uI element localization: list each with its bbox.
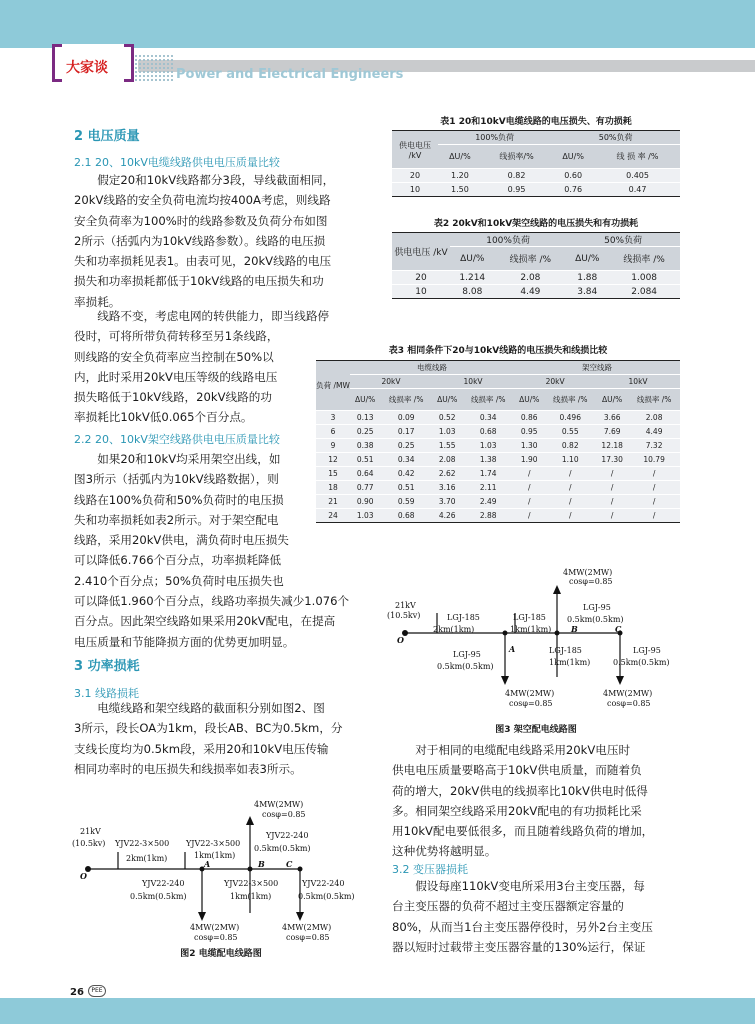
table3-cell: 0.55: [544, 425, 596, 439]
text-line: 率损耗比10kV低0.065个百分点。: [74, 410, 253, 425]
table3-header-10kv: 10kV: [432, 375, 514, 389]
fig2-seg1-len: 2km(1km): [126, 854, 168, 863]
table3-cell: 0.59: [380, 495, 432, 509]
table3-cell: 6: [316, 425, 350, 439]
text-line: 损失略低于10kV线路，20kV线路的功: [74, 390, 272, 405]
text-line: 线路在100%负荷和50%负荷时的电压损: [74, 492, 284, 507]
fig3-seg1-type: LGJ-185: [447, 613, 480, 622]
table3-header-loss: 线损率 /%: [544, 389, 596, 411]
text-line: 假定20和10kV线路都分3段，导线截面相同，: [97, 173, 335, 187]
fig3-pf-top: cosφ=0.85: [569, 577, 613, 586]
fig2-load-c: 4MW(2MW): [282, 923, 332, 932]
fig2-branch-b-type: YJV22-3×500: [224, 879, 279, 888]
table3-cell: 1.38: [462, 453, 514, 467]
table3-cell: 4.49: [628, 425, 680, 439]
table3-cell: /: [628, 509, 680, 523]
table3-cell: 0.496: [544, 411, 596, 425]
table3-cell: 4.26: [432, 509, 462, 523]
table1-cell: 20: [392, 169, 438, 183]
text-line: 电压质量和节能降损方面的优势更加明显。: [74, 634, 295, 649]
text-line: 用10kV配电要低很多，而且随着线路负荷的增加，: [392, 824, 654, 839]
table3-cell: /: [628, 495, 680, 509]
text-line: 线路不变，考虑电网的转供能力，即当线路停: [97, 309, 330, 323]
table3-cell: 7.69: [596, 425, 628, 439]
journal-logo: PEE: [88, 985, 106, 997]
subsection-heading-3-2: 3.2 变压器损耗: [392, 863, 468, 876]
fig2-node-o: O: [80, 871, 87, 881]
table3-cell: 2.49: [462, 495, 514, 509]
fig3-branch-b-top-len: 0.5km(0.5km): [567, 615, 624, 624]
text-line: 率损耗。: [74, 294, 121, 309]
table3-header-load: 负荷 /MW: [316, 361, 350, 411]
table3-cell: 0.25: [380, 439, 432, 453]
bracket-left: [52, 44, 62, 82]
table1-header-du: ΔU/%: [438, 145, 482, 169]
top-color-band: [0, 0, 755, 48]
fig2-branch-b-len: 1km(1km): [230, 892, 272, 901]
table3-cell: 0.52: [432, 411, 462, 425]
figure3-diagram: [385, 565, 685, 715]
figure3-caption: 图3 架空配电线路图: [495, 725, 577, 735]
table3-cell: 1.03: [462, 439, 514, 453]
table3-cell: 0.77: [350, 481, 380, 495]
table3-cell: 0.25: [350, 425, 380, 439]
table3-cell: /: [596, 467, 628, 481]
table3-cell: 12.18: [596, 439, 628, 453]
table3-cell: 1.03: [432, 425, 462, 439]
table3-cell: 0.34: [462, 411, 514, 425]
table3-cell: 1.90: [514, 453, 544, 467]
text-line: 支线长度均为0.5km段，采用20和10kV电压传输: [74, 741, 329, 756]
fig3-seg2-type: LGJ-185: [513, 613, 546, 622]
table2-cell: 3.84: [566, 285, 608, 299]
fig3-branch-b-type: LGJ-185: [549, 646, 582, 655]
table1-caption: 表1 20和10kV电缆线路的电压损失、有功损耗: [440, 117, 632, 127]
fig3-branch-c-type: LGJ-95: [633, 646, 661, 655]
fig3-node-o: O: [397, 635, 404, 645]
table2-header-voltage: 供电电压 /kV: [392, 233, 450, 271]
text-line: 荷的增大，20kV供电的线损率比10kV供电时低得: [392, 783, 648, 798]
table1-header-voltage: 供电电压 /kV: [392, 131, 438, 169]
table3-header-20kv: 20kV: [514, 375, 596, 389]
table3-cell: 3: [316, 411, 350, 425]
table3-cell: 3.16: [432, 481, 462, 495]
table3-cell: 2.88: [462, 509, 514, 523]
header-dot-pattern: [134, 54, 174, 82]
text-line: 台主变压器的负荷不超过主变压器额定容量的: [392, 899, 624, 914]
fig3-branch-b-len: 1km(1km): [549, 658, 591, 667]
table3-cell: /: [544, 509, 596, 523]
table3-cell: 12: [316, 453, 350, 467]
paragraph-3-1: [74, 698, 368, 779]
table2-cell: 1.214: [450, 271, 495, 285]
table3-cell: 1.10: [544, 453, 596, 467]
table2-cell: 10: [392, 285, 450, 299]
text-line: 失和功率损耗如表2所示。对于架空配电: [74, 512, 279, 527]
table2-cell: 4.49: [495, 285, 567, 299]
table3-cell: 1.55: [432, 439, 462, 453]
fig2-node-c: C: [286, 859, 293, 869]
page-number: 26: [70, 987, 84, 998]
text-line: 损失和功率损耗都低于10kV线路的电压损失和功: [74, 274, 324, 289]
fig2-seg1-type: YJV22-3×500: [115, 839, 170, 848]
subsection-heading-2-2: 2.2 20、10kV架空线路供电电压质量比较: [74, 433, 280, 446]
subsection-heading-3-1: 3.1 线路损耗: [74, 687, 139, 700]
fig2-branch-c-len: 0.5km(0.5km): [298, 892, 355, 901]
fig3-branch-c-len: 0.5km(0.5km): [613, 658, 670, 667]
paragraph-2-1: [74, 170, 368, 312]
table3-cell: 21: [316, 495, 350, 509]
fig2-load-top: 4MW(2MW): [254, 800, 304, 809]
table3-cell: /: [544, 481, 596, 495]
text-line: 如果20和10kV均采用架空出线，如: [97, 452, 281, 466]
table3-header-10kv: 10kV: [596, 375, 680, 389]
table3-cell: 10.79: [628, 453, 680, 467]
table3-cell: /: [628, 481, 680, 495]
text-line: 失和功率损耗见表1。由表可见，20kV线路的电压: [74, 254, 332, 269]
table3-caption: 表3 相同条件下20与10kV线路的电压损失和线损比较: [388, 346, 608, 356]
text-line: 内，此时采用20kV电压等级的线路电压: [74, 369, 278, 384]
table3-cell: 0.51: [350, 453, 380, 467]
table3-header-20kv: 20kV: [350, 375, 432, 389]
table3-cell: 2.08: [628, 411, 680, 425]
fig3-node-c: C: [615, 624, 622, 634]
table3: [316, 360, 680, 523]
table3-cell: 2.08: [432, 453, 462, 467]
text-line: 役时，可将所带负荷转移至另1条线路，: [74, 329, 279, 344]
table3-cell: /: [628, 467, 680, 481]
fig3-load-top: 4MW(2MW): [563, 568, 613, 577]
table2-cell: 1.008: [608, 271, 680, 285]
text-line: 百分点。因此架空线路如果采用20kV配电，在提高: [74, 614, 336, 629]
table2-header-du: ΔU/%: [450, 247, 495, 271]
table3-cell: /: [596, 495, 628, 509]
fig2-pf-a: cosφ=0.85: [194, 933, 238, 942]
table1-cell: 1.20: [438, 169, 482, 183]
table1-cell: 0.95: [482, 183, 551, 197]
subsection-heading-2-1: 2.1 20、10kV电缆线路供电电压质量比较: [74, 156, 280, 169]
table3-cell: 2.11: [462, 481, 514, 495]
table3-cell: 0.64: [350, 467, 380, 481]
table3-cell: 0.51: [380, 481, 432, 495]
table3-cell: 15: [316, 467, 350, 481]
table2: [392, 232, 680, 299]
table2-cell: 1.88: [566, 271, 608, 285]
fig3-branch-b-top-type: LGJ-95: [583, 603, 611, 612]
text-line: 这种优势将越明显。: [392, 844, 497, 859]
fig2-node-a: A: [204, 859, 211, 869]
fig2-pf-top: cosφ=0.85: [262, 810, 306, 819]
fig3-source-voltage: 21kV: [395, 601, 416, 610]
table1-header-du: ΔU/%: [551, 145, 595, 169]
table3-cell: 0.09: [380, 411, 432, 425]
table3-cell: 0.90: [350, 495, 380, 509]
fig2-seg2-len: 1km(1km): [194, 851, 236, 860]
table1-header-loss: 线损率/%: [482, 145, 551, 169]
text-line: 相同功率时的电压损失和线损率如表3所示。: [74, 761, 302, 776]
fig3-pf-c: cosφ=0.85: [607, 699, 651, 708]
table3-cell: 0.86: [514, 411, 544, 425]
text-line: 80%，从而当1台主变压器停役时，另外2台主变压: [392, 919, 653, 934]
table1-header-loss: 线 损 率 /%: [595, 145, 680, 169]
table3-cell: 0.68: [462, 425, 514, 439]
text-line: 图3所示（括弧内为10kV线路数据），则: [74, 472, 279, 487]
table2-cell: 2.08: [495, 271, 567, 285]
table3-header-du: ΔU/%: [514, 389, 544, 411]
text-line: 多。相同架空线路采用20kV配电的有功损耗比采: [392, 803, 642, 818]
table3-header-loss: 线损率 /%: [628, 389, 680, 411]
table3-header-du: ΔU/%: [596, 389, 628, 411]
fig2-seg2-type: YJV22-3×500: [186, 839, 241, 848]
table3-cell: /: [514, 495, 544, 509]
fig3-load-a: 4MW(2MW): [505, 689, 555, 698]
table2-header-50: 50%负荷: [566, 233, 680, 247]
fig3-seg2-len: 1km(1km): [510, 625, 552, 634]
bottom-color-band: [0, 998, 755, 1024]
table3-cell: 7.32: [628, 439, 680, 453]
text-line: 可以降低1.960个百分点，线路功率损失减少1.076个: [74, 594, 350, 609]
table3-cell: /: [514, 467, 544, 481]
table3-cell: 0.34: [380, 453, 432, 467]
table3-header-cable: 电缆线路: [350, 361, 514, 375]
text-line: 对于相同的电缆配电线路采用20kV电压时: [415, 743, 631, 757]
table3-cell: /: [514, 509, 544, 523]
table3-cell: 3.70: [432, 495, 462, 509]
table3-cell: 0.13: [350, 411, 380, 425]
table2-cell: 8.08: [450, 285, 495, 299]
table2-header-loss: 线损率 /%: [608, 247, 680, 271]
text-line: 电缆线路和架空线路的截面积分别如图2、图: [97, 701, 325, 715]
table3-cell: 1.30: [514, 439, 544, 453]
column-tag-label: 大家谈: [66, 60, 108, 76]
table3-header-du: ΔU/%: [350, 389, 380, 411]
table3-cell: 0.82: [544, 439, 596, 453]
fig2-source-voltage-10: (10.5kv): [72, 839, 106, 848]
table3-cell: 3.66: [596, 411, 628, 425]
table1-cell: 0.60: [551, 169, 595, 183]
text-line: 20kV线路的安全负荷电流均按400A考虑，则线路: [74, 193, 331, 208]
fig3-node-a: A: [509, 644, 516, 654]
table1: [392, 130, 680, 197]
fig2-branch-b-top-len: 0.5km(0.5km): [254, 844, 311, 853]
fig3-node-b: B: [571, 624, 578, 634]
table3-header-du: ΔU/%: [432, 389, 462, 411]
text-line: 则线路的安全负荷率应当控制在50%以: [74, 349, 274, 364]
fig2-node-b: B: [258, 859, 265, 869]
fig2-load-a: 4MW(2MW): [190, 923, 240, 932]
fig3-branch-a-type: LGJ-95: [453, 650, 481, 659]
table3-cell: 0.38: [350, 439, 380, 453]
table3-cell: 2.62: [432, 467, 462, 481]
table1-cell: 10: [392, 183, 438, 197]
text-line: 2所示（括弧内为10kV线路参数）。线路的电压损: [74, 233, 326, 248]
fig2-branch-c-type: YJV22-240: [302, 879, 345, 888]
section-heading-3: 3 功率损耗: [74, 659, 140, 674]
fig3-branch-a-len: 0.5km(0.5km): [437, 662, 494, 671]
paragraph-3-2: [392, 876, 684, 957]
table3-header-loss: 线损率 /%: [462, 389, 514, 411]
table3-cell: 18: [316, 481, 350, 495]
table1-header-100: 100%负荷: [438, 131, 551, 145]
table2-header-100: 100%负荷: [450, 233, 566, 247]
table1-cell: 1.50: [438, 183, 482, 197]
table2-cell: 2.084: [608, 285, 680, 299]
table1-cell: 0.405: [595, 169, 680, 183]
table3-header-overhead: 架空线路: [514, 361, 680, 375]
fig3-source-voltage-10: (10.5kv): [387, 611, 421, 620]
text-line: 安全负荷率为100%时的线路参数及负荷分布如图: [74, 213, 328, 228]
text-line: 供电电压质量要略高于10kV供电质量，而随着负: [392, 763, 642, 778]
fig2-branch-a-type: YJV22-240: [142, 879, 185, 888]
fig3-pf-a: cosφ=0.85: [509, 699, 553, 708]
table3-cell: /: [596, 481, 628, 495]
text-line: 3所示，段长OA为1km，段长AB、BC为0.5km，分: [74, 721, 343, 736]
table3-cell: /: [514, 481, 544, 495]
table1-cell: 0.82: [482, 169, 551, 183]
table3-cell: 24: [316, 509, 350, 523]
table3-cell: 9: [316, 439, 350, 453]
fig2-pf-c: cosφ=0.85: [286, 933, 330, 942]
table3-cell: /: [596, 509, 628, 523]
table2-cell: 20: [392, 271, 450, 285]
table1-cell: 0.76: [551, 183, 595, 197]
figure2-caption: 图2 电缆配电线路图: [180, 949, 262, 959]
table3-cell: 0.42: [380, 467, 432, 481]
table3-cell: /: [544, 495, 596, 509]
table3-cell: 1.03: [350, 509, 380, 523]
fig2-source-voltage: 21kV: [80, 827, 101, 836]
table2-caption: 表2 20kV和10kV架空线路的电压损失和有功损耗: [433, 219, 639, 229]
fig3-seg1-len: 2km(1km): [433, 625, 475, 634]
column-tag: [52, 44, 134, 82]
text-line: 器以短时过载带主变压器容量的130%运行，保证: [392, 939, 646, 954]
text-line: 可以降低6.766个百分点，功率损耗降低: [74, 553, 282, 568]
table3-header-loss: 线损率 /%: [380, 389, 432, 411]
text-line: 线路，采用20kV供电，满负荷时电压损失: [74, 533, 289, 548]
table1-header-50: 50%负荷: [551, 131, 680, 145]
table3-cell: 0.95: [514, 425, 544, 439]
text-line: 假设每座110kV变电所采用3台主变压器，每: [415, 879, 645, 893]
section-heading-2: 2 电压质量: [74, 129, 140, 144]
journal-name: Power and Electrical Engineers: [176, 67, 404, 82]
table2-header-du: ΔU/%: [566, 247, 608, 271]
table3-cell: /: [544, 467, 596, 481]
table3-cell: 17.30: [596, 453, 628, 467]
text-line: 2.410个百分点；50%负荷时电压损失也: [74, 573, 284, 588]
table3-cell: 1.74: [462, 467, 514, 481]
fig2-branch-a-len: 0.5km(0.5km): [130, 892, 187, 901]
table3-cell: 0.17: [380, 425, 432, 439]
table1-cell: 0.47: [595, 183, 680, 197]
figure2-diagram: [70, 796, 370, 946]
paragraph-conclusion: [392, 740, 684, 862]
bracket-right: [124, 44, 134, 82]
table3-cell: 0.68: [380, 509, 432, 523]
fig2-branch-b-top-type: YJV22-240: [266, 831, 309, 840]
table2-header-loss: 线损率 /%: [495, 247, 567, 271]
fig3-load-c: 4MW(2MW): [603, 689, 653, 698]
